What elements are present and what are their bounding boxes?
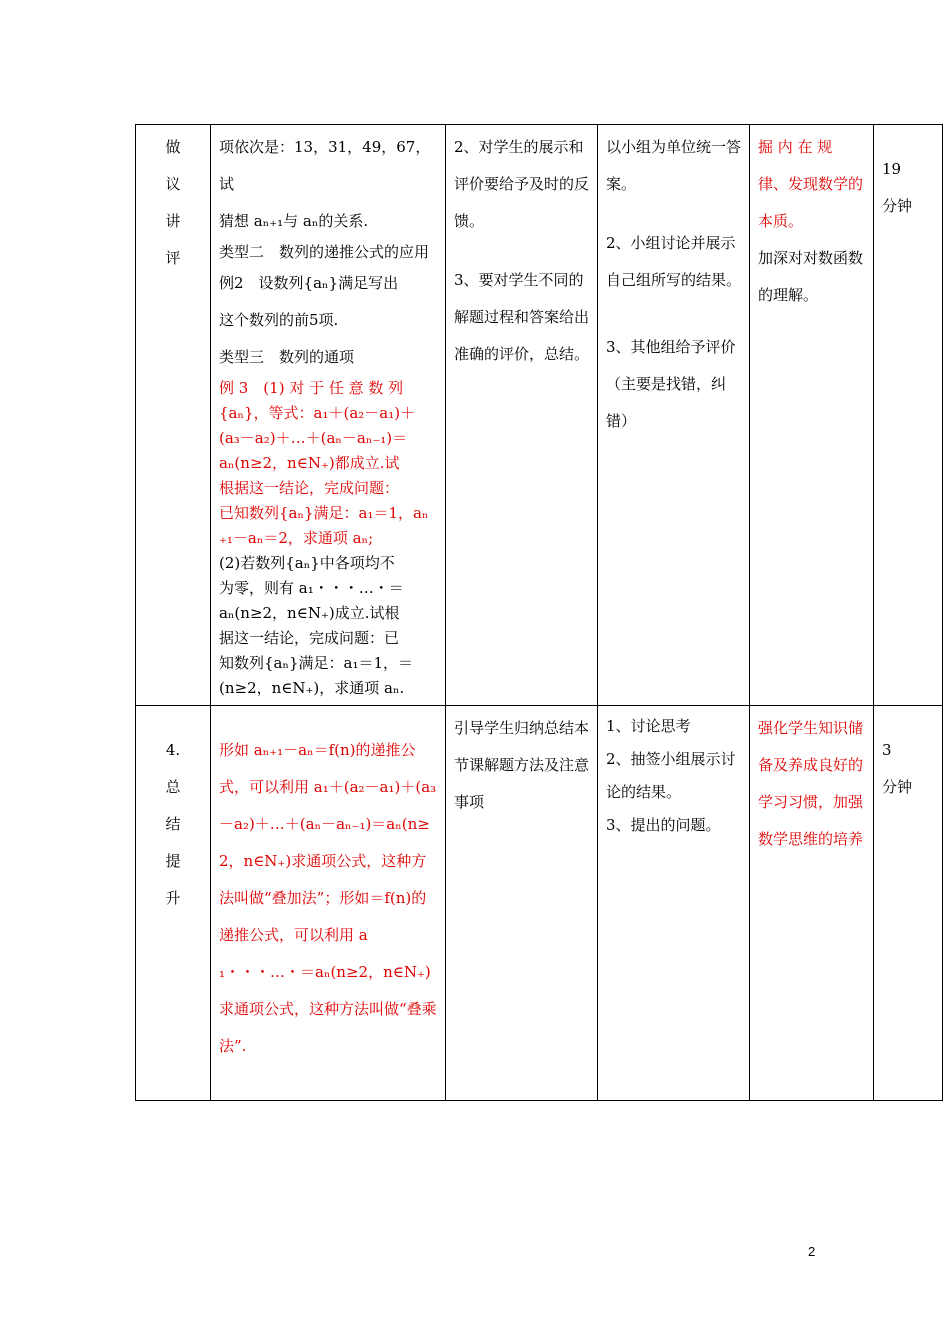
stage-char: 结 — [165, 815, 181, 833]
time-unit: 分钟 — [882, 778, 913, 796]
intent-red-text: 掘 内 在 规 律、发现数学的本质。 — [758, 138, 864, 230]
stage-char: 做 — [165, 138, 181, 156]
content-line: 这个数列的前5项. — [219, 311, 339, 329]
student-activity-cell — [598, 706, 750, 1101]
example-3-part-2: (2)若数列{aₙ}中各项均不 为零，则有 a₁・・・…・＝ aₙ(n≥2，n∈N₊)成立.试根 据这一结论，完成问题：已 知数列{aₙ}满足：a₁＝1，＝ (n≥2，n∈N₊)，求通项 aₙ. — [219, 554, 414, 697]
lesson-plan-table — [135, 124, 943, 1101]
stage-char: 提 — [165, 852, 181, 870]
content-line: 类型二 数列的递推公式的应用 — [219, 243, 430, 261]
time-value: 19 — [882, 160, 902, 178]
table-row — [136, 125, 943, 706]
table-row — [136, 706, 943, 1101]
content-cell — [211, 125, 446, 706]
student-paragraph: 以小组为单位统一答案。 — [606, 138, 742, 193]
stage-number: 4. — [165, 741, 181, 759]
teacher-activity-cell — [446, 706, 598, 1101]
student-paragraph: 2、抽签小组展示讨论的结果。 — [606, 750, 736, 801]
time-cell — [874, 125, 943, 706]
intent-text: 加深对对数函数的理解。 — [758, 249, 864, 304]
time-cell — [874, 706, 943, 1101]
student-paragraph: 3、其他组给予评价（主要是找错，纠错） — [606, 338, 736, 430]
stage-char: 升 — [165, 889, 181, 907]
student-activity-cell — [598, 125, 750, 706]
intent-red-text: 强化学生知识储备及养成良好的学习习惯，加强数学思维的培养 — [758, 719, 864, 848]
teacher-paragraph: 3、要对学生不同的解题过程和答案给出准确的评价，总结。 — [454, 271, 590, 363]
content-line: 项依次是：13，31，49，67，试 — [219, 138, 431, 193]
stage-char: 评 — [165, 249, 181, 267]
stage-char: 议 — [165, 175, 181, 193]
stage-char: 总 — [165, 778, 181, 796]
stage-cell — [136, 125, 211, 706]
content-cell — [211, 706, 446, 1101]
example-3-part-1: 例 3 (1) 对 于 任 意 数 列 {aₙ}，等式：a₁＋(a₂－a₁)＋ (a₃－a₂)＋…＋(aₙ－aₙ₋₁)＝ aₙ(n≥2，n∈N₊)都成立.试 根据这一结论，完成问题： 已知数列{aₙ}满足：a₁＝1，aₙ ₊₁－aₙ＝2，求通项 aₙ; — [219, 379, 429, 547]
student-paragraph: 1、讨论思考 — [606, 717, 691, 735]
stage-cell — [136, 706, 211, 1101]
time-value: 3 — [882, 741, 892, 759]
design-intent-cell — [750, 706, 874, 1101]
design-intent-cell — [750, 125, 874, 706]
content-line: 类型三 数列的通项 — [219, 348, 355, 366]
content-line: 猜想 aₙ₊₁与 aₙ的关系. — [219, 212, 369, 230]
teacher-activity-cell — [446, 125, 598, 706]
page-number: 2 — [808, 1244, 816, 1259]
time-unit: 分钟 — [882, 197, 913, 215]
student-paragraph: 2、小组讨论并展示自己组所写的结果。 — [606, 234, 742, 289]
stage-char: 讲 — [165, 212, 181, 230]
student-paragraph: 3、提出的问题。 — [606, 816, 721, 834]
teacher-paragraph: 引导学生归纳总结本节课解题方法及注意事项 — [454, 719, 590, 811]
teacher-paragraph: 2、对学生的展示和评价要给予及时的反馈。 — [454, 138, 590, 230]
content-line: 例2 设数列{aₙ}满足写出 — [219, 274, 399, 292]
summary-text: 形如 aₙ₊₁－aₙ＝f(n)的递推公式，可以利用 a₁＋(a₂－a₁)＋(a₃－a₂)＋…＋(aₙ－aₙ₋₁)＝aₙ(n≥2，n∈N₊)求通项公式，这种方法叫做“叠加法”；形如＝f(n)的递推公式，可以利用 a₁・・・…・＝aₙ(n≥2，n∈N₊)求通项公式，这种方法叫做“叠乘法”. — [219, 741, 437, 1055]
